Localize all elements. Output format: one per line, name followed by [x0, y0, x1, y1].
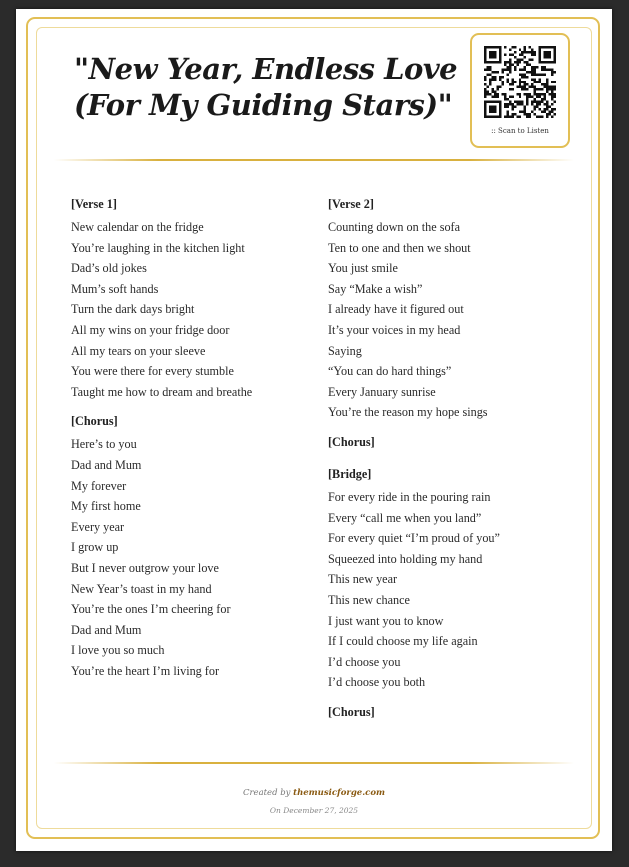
- lyric-line: I grow up: [71, 540, 119, 555]
- lyric-sheet-page: [16, 9, 612, 851]
- footer-credit-prefix: Created by: [242, 788, 294, 798]
- qr-code-card[interactable]: [470, 33, 570, 148]
- lyric-line: All my tears on your sleeve: [71, 343, 206, 358]
- lyrics-column-left: [71, 195, 311, 691]
- lyric-line: You just smile: [328, 261, 398, 276]
- lyric-line: Squeezed into holding my hand: [328, 551, 483, 566]
- lyric-section: [71, 412, 311, 681]
- lyric-line: Dad and Mum: [71, 622, 142, 637]
- lyric-line: My forever: [71, 478, 127, 493]
- lyric-line: Turn the dark days bright: [71, 302, 195, 317]
- footer-credit: [16, 788, 612, 798]
- lyric-line: You’re laughing in the kitchen light: [71, 240, 245, 255]
- lyric-line: Saying: [328, 343, 362, 358]
- lyric-line: But I never outgrow your love: [71, 560, 219, 575]
- song-title: [74, 51, 464, 123]
- footer-date: On December 27, 2025: [269, 806, 359, 815]
- lyric-line: Dad’s old jokes: [71, 261, 147, 276]
- lyric-line: Every “call me when you land”: [328, 510, 482, 525]
- lyric-line: This new year: [328, 572, 398, 587]
- lyric-line: Counting down on the sofa: [328, 220, 461, 234]
- lyric-line: My first home: [71, 499, 141, 514]
- lyric-line: For every quiet “I’m proud of you”: [328, 531, 500, 546]
- lyric-line: For every ride in the pouring rain: [328, 489, 491, 504]
- lyric-line: All my wins on your fridge door: [71, 322, 230, 337]
- lyric-line: Taught me how to dream and breathe: [71, 384, 253, 399]
- lyric-line: Dad and Mum: [71, 457, 142, 472]
- header-divider: [54, 159, 574, 161]
- section-label: [Verse 2]: [328, 197, 374, 211]
- lyric-line: I just want you to know: [328, 613, 444, 628]
- lyrics-column-right: [328, 195, 568, 735]
- section-label: [Chorus]: [328, 704, 375, 719]
- song-title-line-1: "New Year, Endless Love: [74, 52, 458, 86]
- lyric-line: Every January sunrise: [328, 384, 436, 399]
- lyric-line: “You can do hard things”: [328, 364, 452, 379]
- section-label: [Chorus]: [71, 414, 118, 429]
- lyric-section: [328, 433, 568, 455]
- song-title-line-2: (For My Guiding Stars)": [74, 88, 453, 122]
- section-label: [Bridge]: [328, 466, 372, 481]
- footer-credit-link[interactable]: themusicforge.com: [293, 788, 386, 798]
- lyric-line: Here’s to you: [71, 437, 137, 452]
- qr-caption: :: Scan to Listen: [491, 127, 549, 135]
- qr-code-icon[interactable]: [484, 46, 556, 118]
- footer-divider: [54, 762, 574, 764]
- lyric-line: New Year’s toast in my hand: [71, 581, 212, 596]
- lyric-line: It’s your voices in my head: [328, 322, 461, 337]
- lyric-line: I’d choose you both: [328, 675, 426, 690]
- lyric-line: You were there for every stumble: [71, 364, 234, 379]
- lyric-line: You’re the heart I’m living for: [71, 663, 220, 678]
- lyric-line: I love you so much: [71, 643, 165, 658]
- lyric-line: You’re the ones I’m cheering for: [71, 602, 231, 617]
- lyric-line: Mum’s soft hands: [71, 281, 159, 296]
- lyric-line: New calendar on the fridge: [71, 220, 204, 234]
- lyric-section: [328, 703, 568, 725]
- lyric-line: You’re the reason my hope sings: [328, 405, 488, 420]
- lyric-line: I’d choose you: [328, 654, 401, 669]
- lyric-line: Every year: [71, 519, 125, 534]
- section-label: [Verse 1]: [71, 197, 117, 211]
- lyric-line: If I could choose my life again: [328, 634, 478, 649]
- lyric-line: I already have it figured out: [328, 302, 464, 317]
- lyric-line: Say “Make a wish”: [328, 281, 423, 296]
- lyric-section: [71, 195, 311, 402]
- lyric-line: This new chance: [328, 592, 410, 607]
- lyric-section: [328, 195, 568, 423]
- lyric-line: Ten to one and then we shout: [328, 240, 471, 255]
- lyric-section: [328, 465, 568, 693]
- section-label: [Chorus]: [328, 434, 375, 449]
